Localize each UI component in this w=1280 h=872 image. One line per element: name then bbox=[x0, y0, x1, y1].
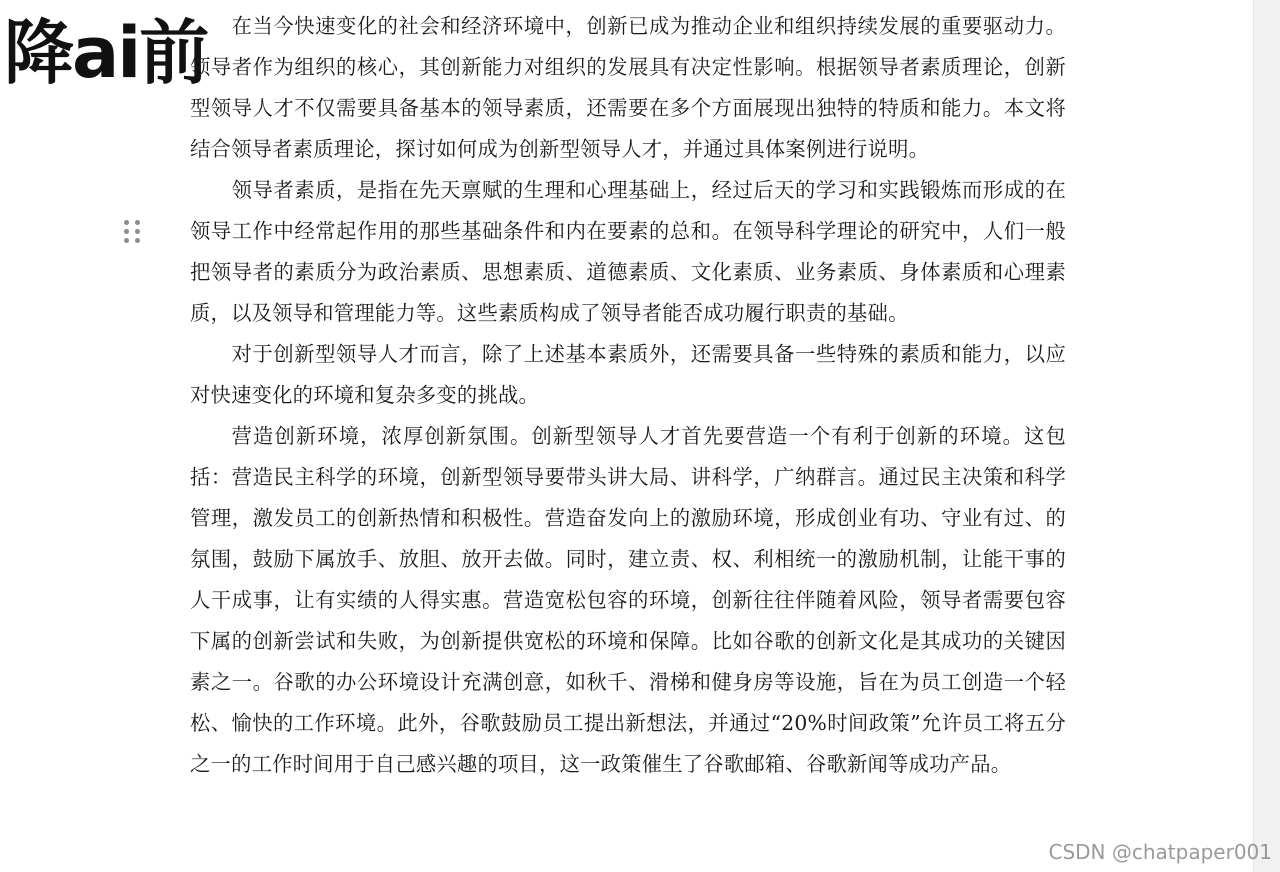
overlay-label: 降ai前 bbox=[4, 12, 208, 94]
paragraph-innovative-leaders: 对于创新型领导人才而言，除了上述基本素质外，还需要具备一些特殊的素质和能力，以应对快速变化的环境和复杂多变的挑战。 bbox=[190, 342, 1066, 407]
watermark: CSDN @chatpaper001 bbox=[1048, 840, 1272, 864]
drag-handle-icon[interactable] bbox=[124, 220, 142, 244]
paragraph-leader-qualities: 领导者素质，是指在先天禀赋的生理和心理基础上，经过后天的学习和实践锻炼而形成的在领导工作中经常起作用的那些基础条件和内在要素的总和。在领导科学理论的研究中，人们一般把领导者的素质分为政治素质、思想素质、道德素质、文化素质、业务素质、身体素质和心理素质，以及领导和管理能力等。这些素质构成了领导者能否成功履行职责的基础。 bbox=[190, 178, 1066, 325]
document-body bbox=[190, 6, 1066, 785]
paragraph-intro: 在当今快速变化的社会和经济环境中，创新已成为推动企业和组织持续发展的重要驱动力。领导者作为组织的核心，其创新能力对组织的发展具有决定性影响。根据领导者素质理论，创新型领导人才不仅需要具备基本的领导素质，还需要在多个方面展现出独特的特质和能力。本文将结合领导者素质理论，探讨如何成为创新型领导人才，并通过具体案例进行说明。 bbox=[190, 14, 1066, 161]
paragraph-innovation-environment: 营造创新环境，浓厚创新氛围。创新型领导人才首先要营造一个有利于创新的环境。这包括：营造民主科学的环境，创新型领导要带头讲大局、讲科学，广纳群言。通过民主决策和科学管理，激发员工的创新热情和积极性。营造奋发向上的激励环境，形成创业有功、守业有过、的氛围，鼓励下属放手、放胆、放开去做。同时，建立责、权、利相统一的激励机制，让能干事的人干成事，让有实绩的人得实惠。营造宽松包容的环境，创新往往伴随着风险，领导者需要包容下属的创新尝试和失败，为创新提供宽松的环境和保障。比如谷歌的创新文化是其成功的关键因素之一。谷歌的办公环境设计充满创意，如秋千、滑梯和健身房等设施，旨在为员工创造一个轻松、愉快的工作环境。此外，谷歌鼓励员工提出新想法，并通过“20%时间政策”允许员工将五分之一的工作时间用于自己感兴趣的项目，这一政策催生了谷歌邮箱、谷歌新闻等成功产品。 bbox=[190, 424, 1066, 776]
scrollbar-track[interactable] bbox=[1253, 0, 1280, 872]
